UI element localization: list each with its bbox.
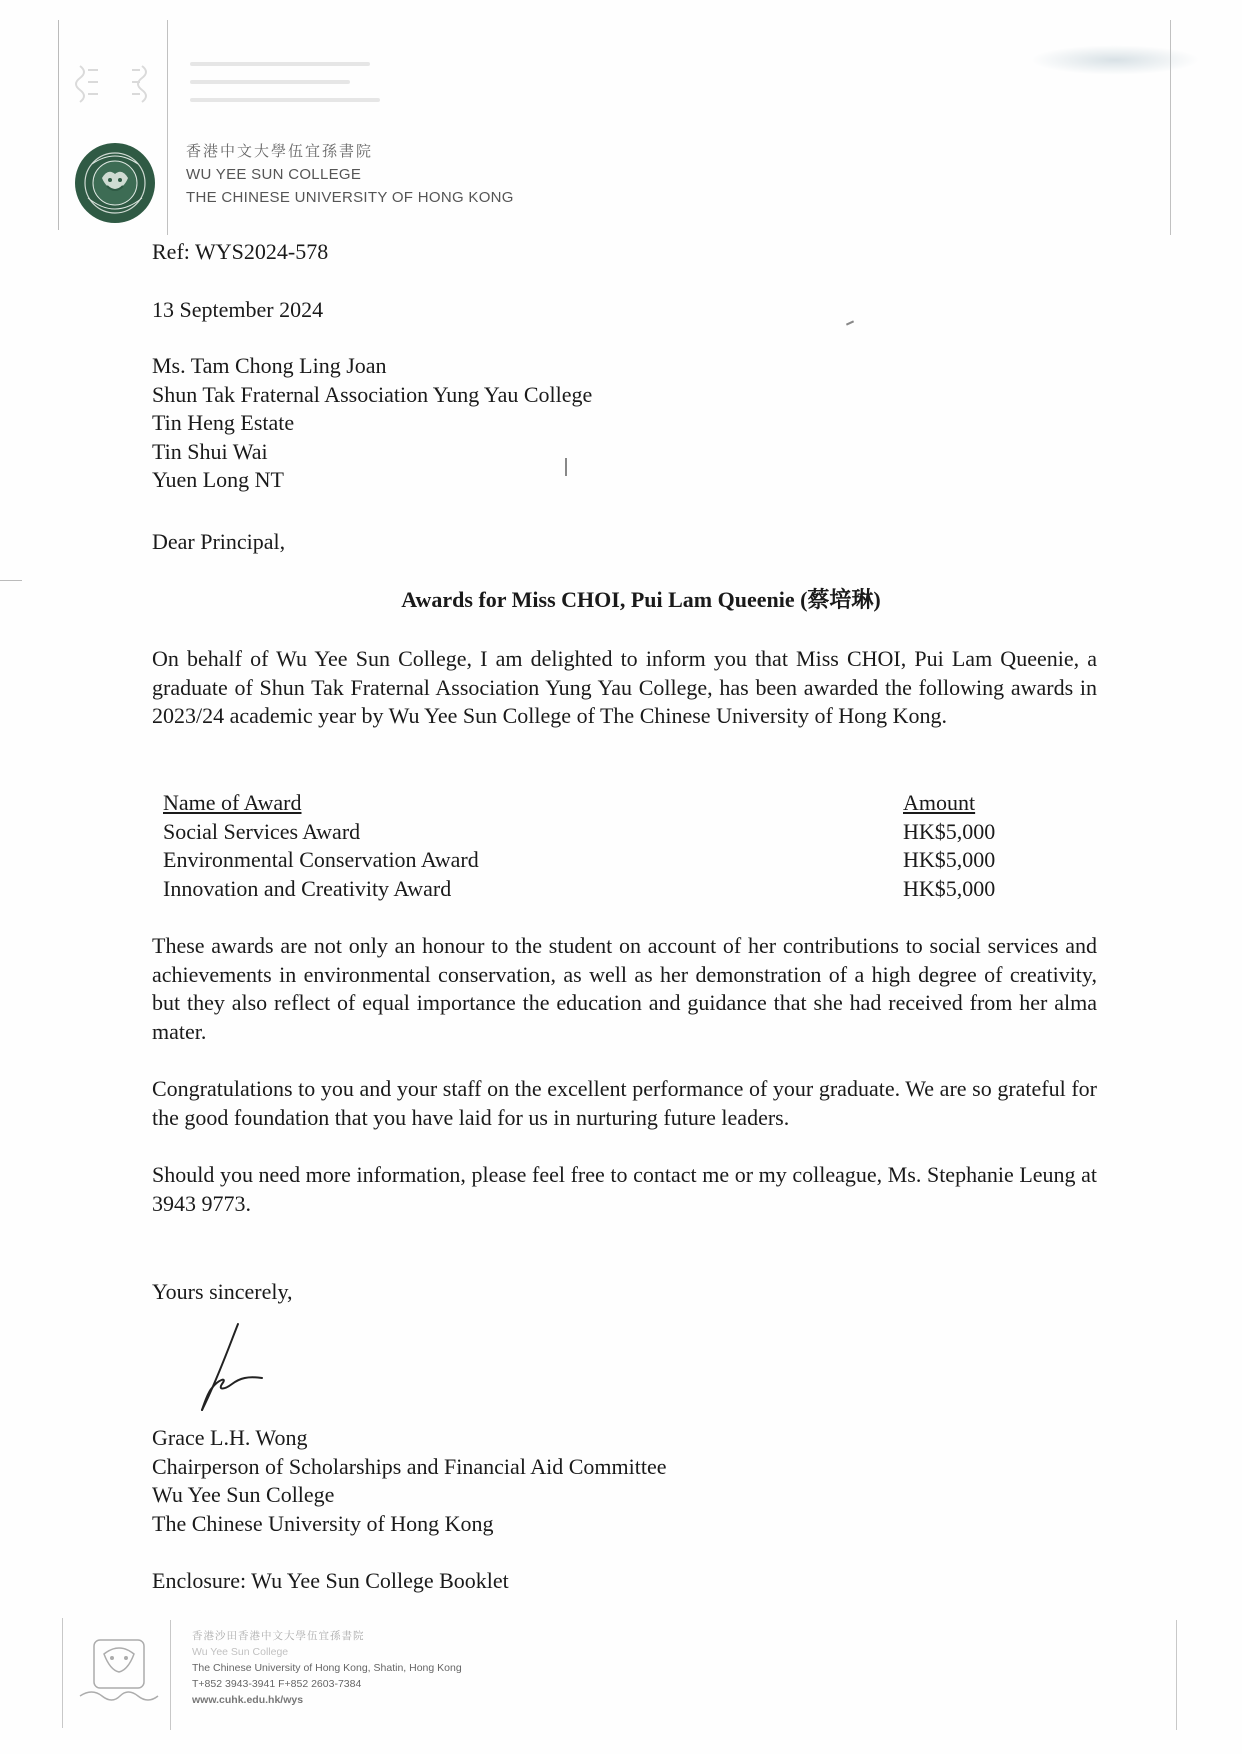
university-name-en: THE CHINESE UNIVERSITY OF HONG KONG	[186, 189, 514, 206]
reference-number: Ref: WYS2024-578	[152, 239, 329, 264]
paragraph-significance: These awards are not only an honour to the student on account of her contributions to social services and achievements in environmental conservation, as well as her demonstration of a high degree of creativity, but they also reflect of equal importance the education and guidance that she had received from her alma mater.	[152, 933, 1097, 1044]
college-name-zh: 香港中文大學伍宜孫書院	[186, 143, 374, 160]
award-name-header: Name of Award	[163, 790, 302, 815]
scan-smudge	[1030, 45, 1200, 75]
award-name: Social Services Award	[163, 818, 361, 844]
closing: Yours sincerely,	[152, 1279, 293, 1304]
college-name-en: WU YEE SUN COLLEGE	[186, 166, 362, 183]
footer-phone-fax: T+852 3943-3941 F+852 2603-7384	[192, 1678, 362, 1690]
footer-college-en: Wu Yee Sun College	[192, 1646, 289, 1658]
signatory-university: The Chinese University of Hong Kong	[152, 1510, 494, 1536]
awards-table-header	[163, 789, 1013, 818]
award-amount-header: Amount	[903, 790, 976, 815]
footer-address-zh: 香港沙田香港中文大學伍宜孫書院	[192, 1630, 365, 1642]
footer-website: www.cuhk.edu.hk/wys	[192, 1694, 304, 1706]
letter-date: 13 September 2024	[152, 297, 324, 322]
scan-edge-line	[58, 20, 59, 230]
faint-header-mark	[70, 58, 160, 108]
signatory-title: Chairperson of Scholarships and Financial Aid Committee	[152, 1453, 667, 1479]
scan-mark	[846, 320, 854, 325]
salutation: Dear Principal,	[152, 529, 286, 554]
college-letterhead	[186, 140, 514, 209]
faint-header-text	[190, 48, 390, 118]
recipient-address	[152, 352, 592, 495]
scan-edge-line	[1176, 1620, 1177, 1730]
signatory-block	[152, 1424, 666, 1538]
recipient-region: Yuen Long NT	[152, 467, 284, 492]
scan-edge-line	[62, 1618, 63, 1728]
recipient-name: Ms. Tam Chong Ling Joan	[152, 353, 387, 378]
footer-address-en: The Chinese University of Hong Kong, Shatin, Hong Kong	[192, 1662, 462, 1674]
paragraph-contact: Should you need more information, please feel free to contact me or my colleague, Ms. Stephanie Leung at 3943 9773.	[152, 1162, 1097, 1216]
awards-table	[163, 789, 1013, 903]
college-logo	[74, 142, 156, 224]
paragraph-intro: On behalf of Wu Yee Sun College, I am delighted to inform you that Miss CHOI, Pui Lam Queenie, a graduate of Shun Tak Fraternal Association Yung Yau College, has been awarded the following awards in 2023/24 academic year by Wu Yee Sun College of The Chinese University of Hong Kong.	[152, 646, 1097, 728]
signatory-college: Wu Yee Sun College	[152, 1482, 335, 1507]
letter-subject: Awards for Miss CHOI, Pui Lam Queenie (蔡培琳)	[401, 587, 881, 612]
scan-edge-line	[0, 580, 22, 581]
scan-edge-line	[170, 1620, 171, 1730]
award-name: Innovation and Creativity Award	[163, 875, 452, 901]
table-row	[163, 846, 1013, 875]
recipient-estate: Tin Heng Estate	[152, 410, 295, 435]
award-amount: HK$5,000	[903, 818, 996, 844]
award-amount: HK$5,000	[903, 875, 996, 901]
table-row	[163, 818, 1013, 847]
table-row	[163, 875, 1013, 904]
award-name: Environmental Conservation Award	[163, 847, 479, 872]
signatory-name: Grace L.H. Wong	[152, 1425, 308, 1450]
enclosure-note: Enclosure: Wu Yee Sun College Booklet	[152, 1568, 509, 1593]
recipient-school: Shun Tak Fraternal Association Yung Yau College	[152, 381, 593, 407]
university-crest-icon	[76, 1634, 162, 1708]
paragraph-congratulations: Congratulations to you and your staff on the excellent performance of your graduate. We are so grateful for the good foundation that you have laid for us in nurturing future leaders.	[152, 1076, 1097, 1130]
footer-contact	[192, 1628, 462, 1708]
recipient-district: Tin Shui Wai	[152, 438, 268, 464]
handwritten-signature	[188, 1318, 278, 1418]
award-amount: HK$5,000	[903, 847, 996, 872]
scan-edge-line	[167, 20, 168, 235]
